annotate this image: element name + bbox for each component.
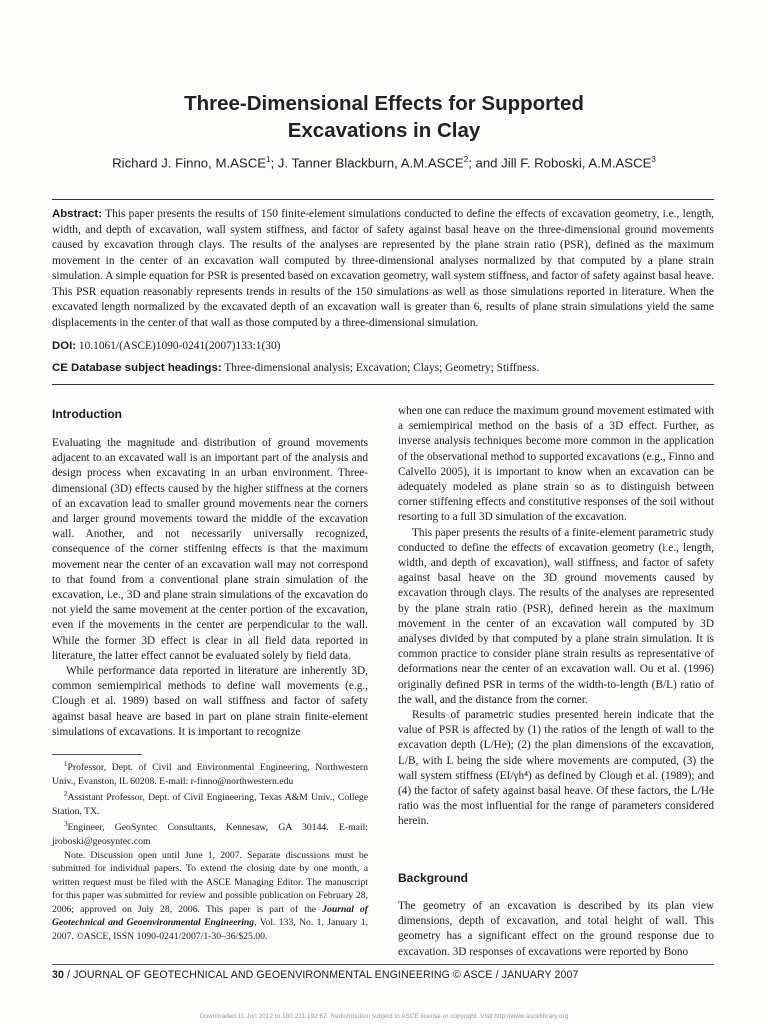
doi-label: DOI: xyxy=(52,340,77,352)
footnote-3: $^3$Engineer, GeoSyntec Consultants, Kennesaw, GA 30144. E-mail: jroboski@geosyntec.com xyxy=(52,820,368,848)
journal-footer-text: / JOURNAL OF GEOTECHNICAL AND GEOENVIRONMENTAL ENGINEERING © ASCE / JANUARY 2007 xyxy=(63,969,579,981)
abstract-bottom-rule xyxy=(52,384,714,385)
left-column xyxy=(52,436,368,740)
page-footer xyxy=(52,969,714,981)
intro-paragraph-4: This paper presents the results of a finite-element parametric study conducted to define the effects of excavation geometry (i.e., length, width, and depth of excavation), wall stiffness, and factor of safety against basal heave on the 3D ground movements caused by excavation through clays. The results of the analyses are represented by the plane strain ratio (PSR), defined herein as the maximum movement in the center of an excavation wall computed by 3D analyses divided by that computed by a plane strain simulation. It is common practice to consider plane strain results as representative of deformations near the center of an excavation wall. Ou et al. (1996) originally defined PSR in terms of the width-to-length (B/L) ratio of the wall, and the distance from the corner. xyxy=(398,526,714,706)
author-1-affiliation-mark: 1 xyxy=(266,155,271,164)
background-paragraph-1: The geometry of an excavation is described by its plan view dimensions, depth of excavation, and total height of wall. This geometry has a significant effect on the ground response due to excavation. 3D responses of excavations were reported by Bono xyxy=(398,900,714,958)
right-column xyxy=(398,404,714,830)
publication-note: Note. Discussion open until June 1, 2007. Separate discussions must be submitted for individual papers. To extend the closing date by one month, a written request must be filed with the ASCE Managing Editor. The manuscript for this paper was submitted for review and possible publication on February 28, 2006; approved on July 28, 2006. This paper is part of the Journal of Geotechnical and Geoenvironmental Engineering, Vol. 133, No. 1, January 1, 2007. ©ASCE, ISSN 1090-0241/2007/1-30–36/$25.00. xyxy=(52,849,369,942)
author-2-affiliation-mark: 2 xyxy=(463,155,469,164)
doi-value[interactable]: 10.1061/(ASCE)1090-0241(2007)133:1(30) xyxy=(78,340,281,352)
footer-rule xyxy=(52,964,714,965)
intro-paragraph-3: when one can reduce the maximum ground movement estimated with a semiempirical method on the basis of a 3D effect. Further, as inverse analysis techniques become more common in the application of the observational method to supported excavations (e.g., Finno and Calvello 2005), it is important to know when an excavation can be adequately modeled as plane strain so as to distinguish between corner stiffening effects and constitutive responses of the soil without resorting to a full 3D simulation of the excavation. xyxy=(398,405,714,524)
abstract-text: This paper presents the results of 150 finite-element simulations conducted to define the effects of excavation geometry, i.e., length, width, and depth of excavation, wall system stiffness, and factor of safety against basal heave on the three-dimensional ground movements caused by excavation through clays. The results of the analyses are represented by the plane strain ratio (PSR), defined as the maximum movement in the center of an excavation wall computed by three-dimensional analyses normalized by that computed by a plane strain simulation. A simple equation for PSR is presented based on excavation geometry, wall system stiffness, and factor of safety against basal heave. This PSR equation reasonably represents trends in results of the 150 simulations as well as those simulations reported in literature. When the excavated length normalized by the excavated depth of an excavation wall is greater than 6, results of plane strain simulations yield the same displacements in the center of that wall as those computed by a three-dimensional simulation. xyxy=(52,208,714,329)
abstract xyxy=(52,207,714,331)
journal-name: Journal of Geotechnical and Geoenvironmental Engineering xyxy=(52,903,369,929)
footnote-1: $^1$Professor, Dept. of Civil and Environmental Engineering, Northwestern Univ., Evanston, IL 60208. E-mail: r-finno@northwestern.edu xyxy=(52,760,368,787)
abstract-top-rule xyxy=(52,199,714,200)
footnotes xyxy=(52,758,368,943)
doi-line xyxy=(52,340,714,352)
subject-headings-value: Three-dimensional analysis; Excavation; Clays; Geometry; Stiffness. xyxy=(224,362,540,374)
footnote-2: $^2$Assistant Professor, Dept. of Civil Engineering, Texas A&M Univ., College Station, TX. xyxy=(52,790,368,817)
paper-title xyxy=(60,90,708,144)
background-heading: Background xyxy=(398,871,469,885)
author-2: ; J. Tanner Blackburn, A.M.ASCE xyxy=(270,155,464,171)
page-number: 30 xyxy=(52,969,64,981)
intro-paragraph-5: Results of parametric studies presented herein indicate that the value of PSR is affected by (1) the ratios of the length of wall to the excavation depth (L/He); (2) the plan dimensions of the excavation, L/B, with L being the side where movements are computed, (3) the wall system stiffness (EI/γh⁴) as defined by Clough et al. (1989); and (4) the factor of safety against basal heave. Of these factors, the L/He ratio was the most influential for the range of parameters considered herein. xyxy=(398,709,714,828)
intro-paragraph-2: While performance data reported in literature are inherently 3D, common semiempirical methods to define wall movements (e.g., Clough et al. 1989) based on wall stiffness and factor of safety against basal heave are based in part on plane strain finite-element simulations of excavations. It is important to recognize xyxy=(52,665,368,738)
background-column xyxy=(398,899,714,960)
author-3-affiliation-mark: 3 xyxy=(651,155,656,164)
intro-paragraph-1: Evaluating the magnitude and distribution of ground movements adjacent to an excavated wall is an important part of the analysis and design process when excavating in an urban environment. Three-dimensional (3D) effects caused by the higher stiffness at the corners of an excavation lead to smaller ground movements near the corners and larger ground movements toward the middle of the excavation wall. Another, and not necessarily universally recognized, consequence of the corner stiffening effects is that the maximum movement near the center of an excavation wall may not correspond to that found from a conventional plane strain simulation of the excavation, i.e., 3D and plane strain simulations of the excavation do not yield the same movement at the center portion of the excavation, even if the movements in the center are perpendicular to the wall. While the former 3D effect is clear in all field data reported in literature, the latter effect cannot be evaluated solely by field data. xyxy=(52,437,368,662)
introduction-heading: Introduction xyxy=(52,407,122,421)
abstract-label: Abstract: xyxy=(52,208,103,220)
author-1: Richard J. Finno, M.ASCE xyxy=(112,155,267,171)
subject-headings xyxy=(52,362,714,374)
subject-headings-label: CE Database subject headings: xyxy=(52,362,222,374)
author-list xyxy=(40,155,728,170)
footnote-rule xyxy=(52,754,142,755)
download-notice: Downloaded 11 Jun 2012 to 180.211.192.67. Redistribution subject to ASCE license or copyright. Visit http://www.ascelibrary.org xyxy=(199,1013,569,1020)
author-3: ; and Jill F. Roboski, A.M.ASCE xyxy=(468,155,652,171)
title-line-2: Excavations in Clay xyxy=(287,119,481,142)
title-line-1: Three-Dimensional Effects for Supported xyxy=(184,92,584,115)
